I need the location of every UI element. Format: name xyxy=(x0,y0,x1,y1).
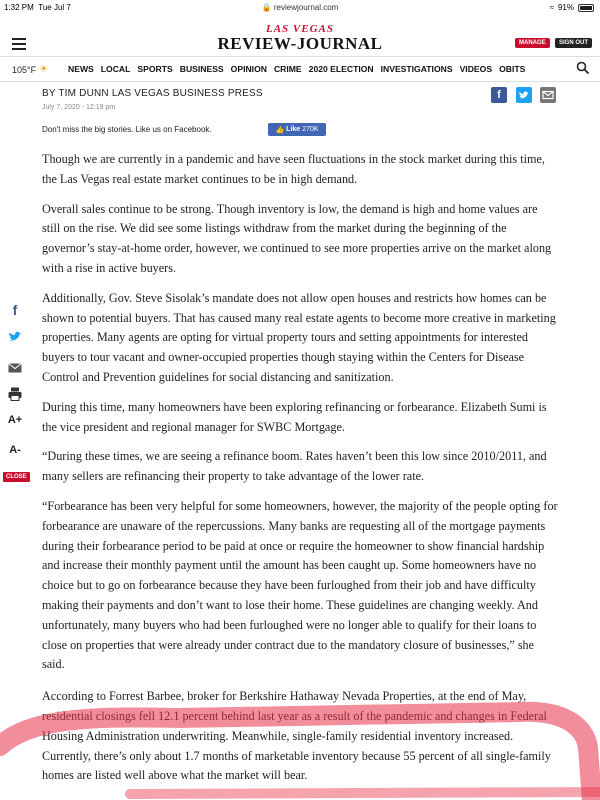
battery-icon xyxy=(578,4,594,12)
nav-links xyxy=(68,64,525,74)
weather-temp: 105°F xyxy=(12,64,37,75)
facebook-like-button[interactable] xyxy=(268,123,326,136)
logo-top: LAS VEGAS xyxy=(266,23,334,35)
search-icon[interactable] xyxy=(576,61,590,75)
nav-link-news[interactable]: NEWS xyxy=(68,64,94,74)
sign-out-button[interactable]: SIGN OUT xyxy=(555,38,592,48)
twitter-share-icon[interactable] xyxy=(516,87,532,103)
facebook-promo: Don't miss the big stories. Like us on Facebook. xyxy=(42,125,212,134)
main-nav xyxy=(0,56,600,82)
dateline: July 7, 2020 - 12:19 pm xyxy=(42,104,116,111)
facebook-share-icon[interactable]: f xyxy=(491,87,507,103)
url-bar[interactable]: 🔒 reviewjournal.com xyxy=(261,3,339,12)
site-logo[interactable] xyxy=(0,24,600,52)
battery-percent: 91% xyxy=(557,3,574,12)
sidebar-close-button[interactable]: CLOSE xyxy=(3,472,30,482)
logo-bottom: REVIEW-JOURNAL xyxy=(217,34,383,53)
nav-link-investigations[interactable]: INVESTIGATIONS xyxy=(380,64,453,74)
masthead xyxy=(0,16,600,56)
nav-link-opinion[interactable]: OPINION xyxy=(230,64,267,74)
nav-link-local[interactable]: LOCAL xyxy=(100,64,131,74)
font-decrease-button[interactable]: A- xyxy=(9,444,21,456)
nav-link-sports[interactable]: SPORTS xyxy=(137,64,173,74)
byline[interactable]: BY TIM DUNN LAS VEGAS BUSINESS PRESS xyxy=(42,88,263,99)
thumbs-up-icon: 👍 xyxy=(275,126,285,134)
article-body xyxy=(42,150,558,796)
nav-link-2020-election[interactable]: 2020 ELECTION xyxy=(308,64,374,74)
article-paragraph: Overall sales continue to be strong. Though inventory is low, the demand is high and home values are still on the rise. We did see some listings withdraw from the market during the beginning of the governor’s stay-at-home order, however, we continued to see more properties arrive on the market along with a rise in active buyers. xyxy=(42,201,552,275)
status-right xyxy=(550,3,594,12)
nav-link-videos[interactable]: VIDEOS xyxy=(459,64,493,74)
sun-icon: ☀ xyxy=(39,64,49,75)
article-paragraph: Though we are currently in a pandemic and have seen fluctuations in the stock market during this time, the Las Vegas real estate market continues to be in high demand. xyxy=(42,152,545,186)
article-paragraph: During this time, many homeowners have been exploring refinancing or forbearance. Elizabeth Sumi is the vice president and regional manager for SWBC Mortgage. xyxy=(42,399,547,434)
article-paragraph: According to Forrest Barbee, broker for Berkshire Hathaway Nevada Properties, at the end of May, residential closings fell 12.1 percent behind last year as a result of the pandemic and changes in Federal Housing Administration underwriting. Meanwhile, single-family residential inventory increased. Currently, there’s only about 1.7 months of marketable inventory because 55 percent of all single-family homes are listed well above what the market will bear. xyxy=(42,689,551,783)
weather-widget[interactable] xyxy=(12,64,48,75)
like-count: 270K xyxy=(302,126,319,133)
lock-icon: 🔒 xyxy=(261,3,272,12)
article-paragraph: Additionally, Gov. Steve Sisolak’s mandate does not allow open houses and restricts how homes can be shown to potential buyers. That has caused many real estate agents to become more creative in marketing properties. Many agents are opting for virtual property tours and setting appointments for interested buyers to tour vacant and owner-occupied properties though staying within the Centers for Disease Control and Prevention guidelines for social distancing and sanitization. xyxy=(42,290,556,384)
nav-link-crime[interactable]: CRIME xyxy=(273,64,302,74)
sidebar-print-icon[interactable] xyxy=(7,386,23,402)
wifi-icon: ≈ xyxy=(549,3,554,12)
like-label: Like xyxy=(286,126,301,133)
sidebar-facebook-icon[interactable]: f xyxy=(12,302,18,318)
sidebar-twitter-icon[interactable] xyxy=(7,328,23,344)
article-paragraph: “Forbearance has been very helpful for some homeowners, however, the majority of the people opting for forbearance are unaware of the repercussions. Many banks are requesting all of the mortgage payments during their forbearance period to be paid at once or require the homeowner to show financial hardship and increase their monthly payment until the amount has been caught up. Some homeowners have no choice but to go on forbearance because they have been furloughed from their job and have difficulty making their payments and don’t want to lose their home. These guidelines are changing weekly. And unfortunately, many buyers who had been furloughed were no longer able to qualify for their loans to close on properties that were already under contract due to the mandatory closure of businesses,” she said. xyxy=(42,498,558,672)
status-time: 1:32 PM Tue Jul 7 xyxy=(4,3,71,12)
nav-link-business[interactable]: BUSINESS xyxy=(179,64,224,74)
sidebar-email-icon[interactable] xyxy=(7,360,23,376)
manage-button[interactable]: MANAGE xyxy=(515,38,550,48)
font-increase-button[interactable]: A+ xyxy=(7,414,23,426)
status-bar xyxy=(0,0,600,16)
email-share-icon[interactable] xyxy=(540,87,556,103)
article-paragraph: “During these times, we are seeing a refinance boom. Rates haven’t been this low since 2010/2011, and many sellers are refinancing their property to take advantage of the lower rate. xyxy=(42,449,547,484)
nav-link-obits[interactable]: OBITS xyxy=(499,64,526,74)
